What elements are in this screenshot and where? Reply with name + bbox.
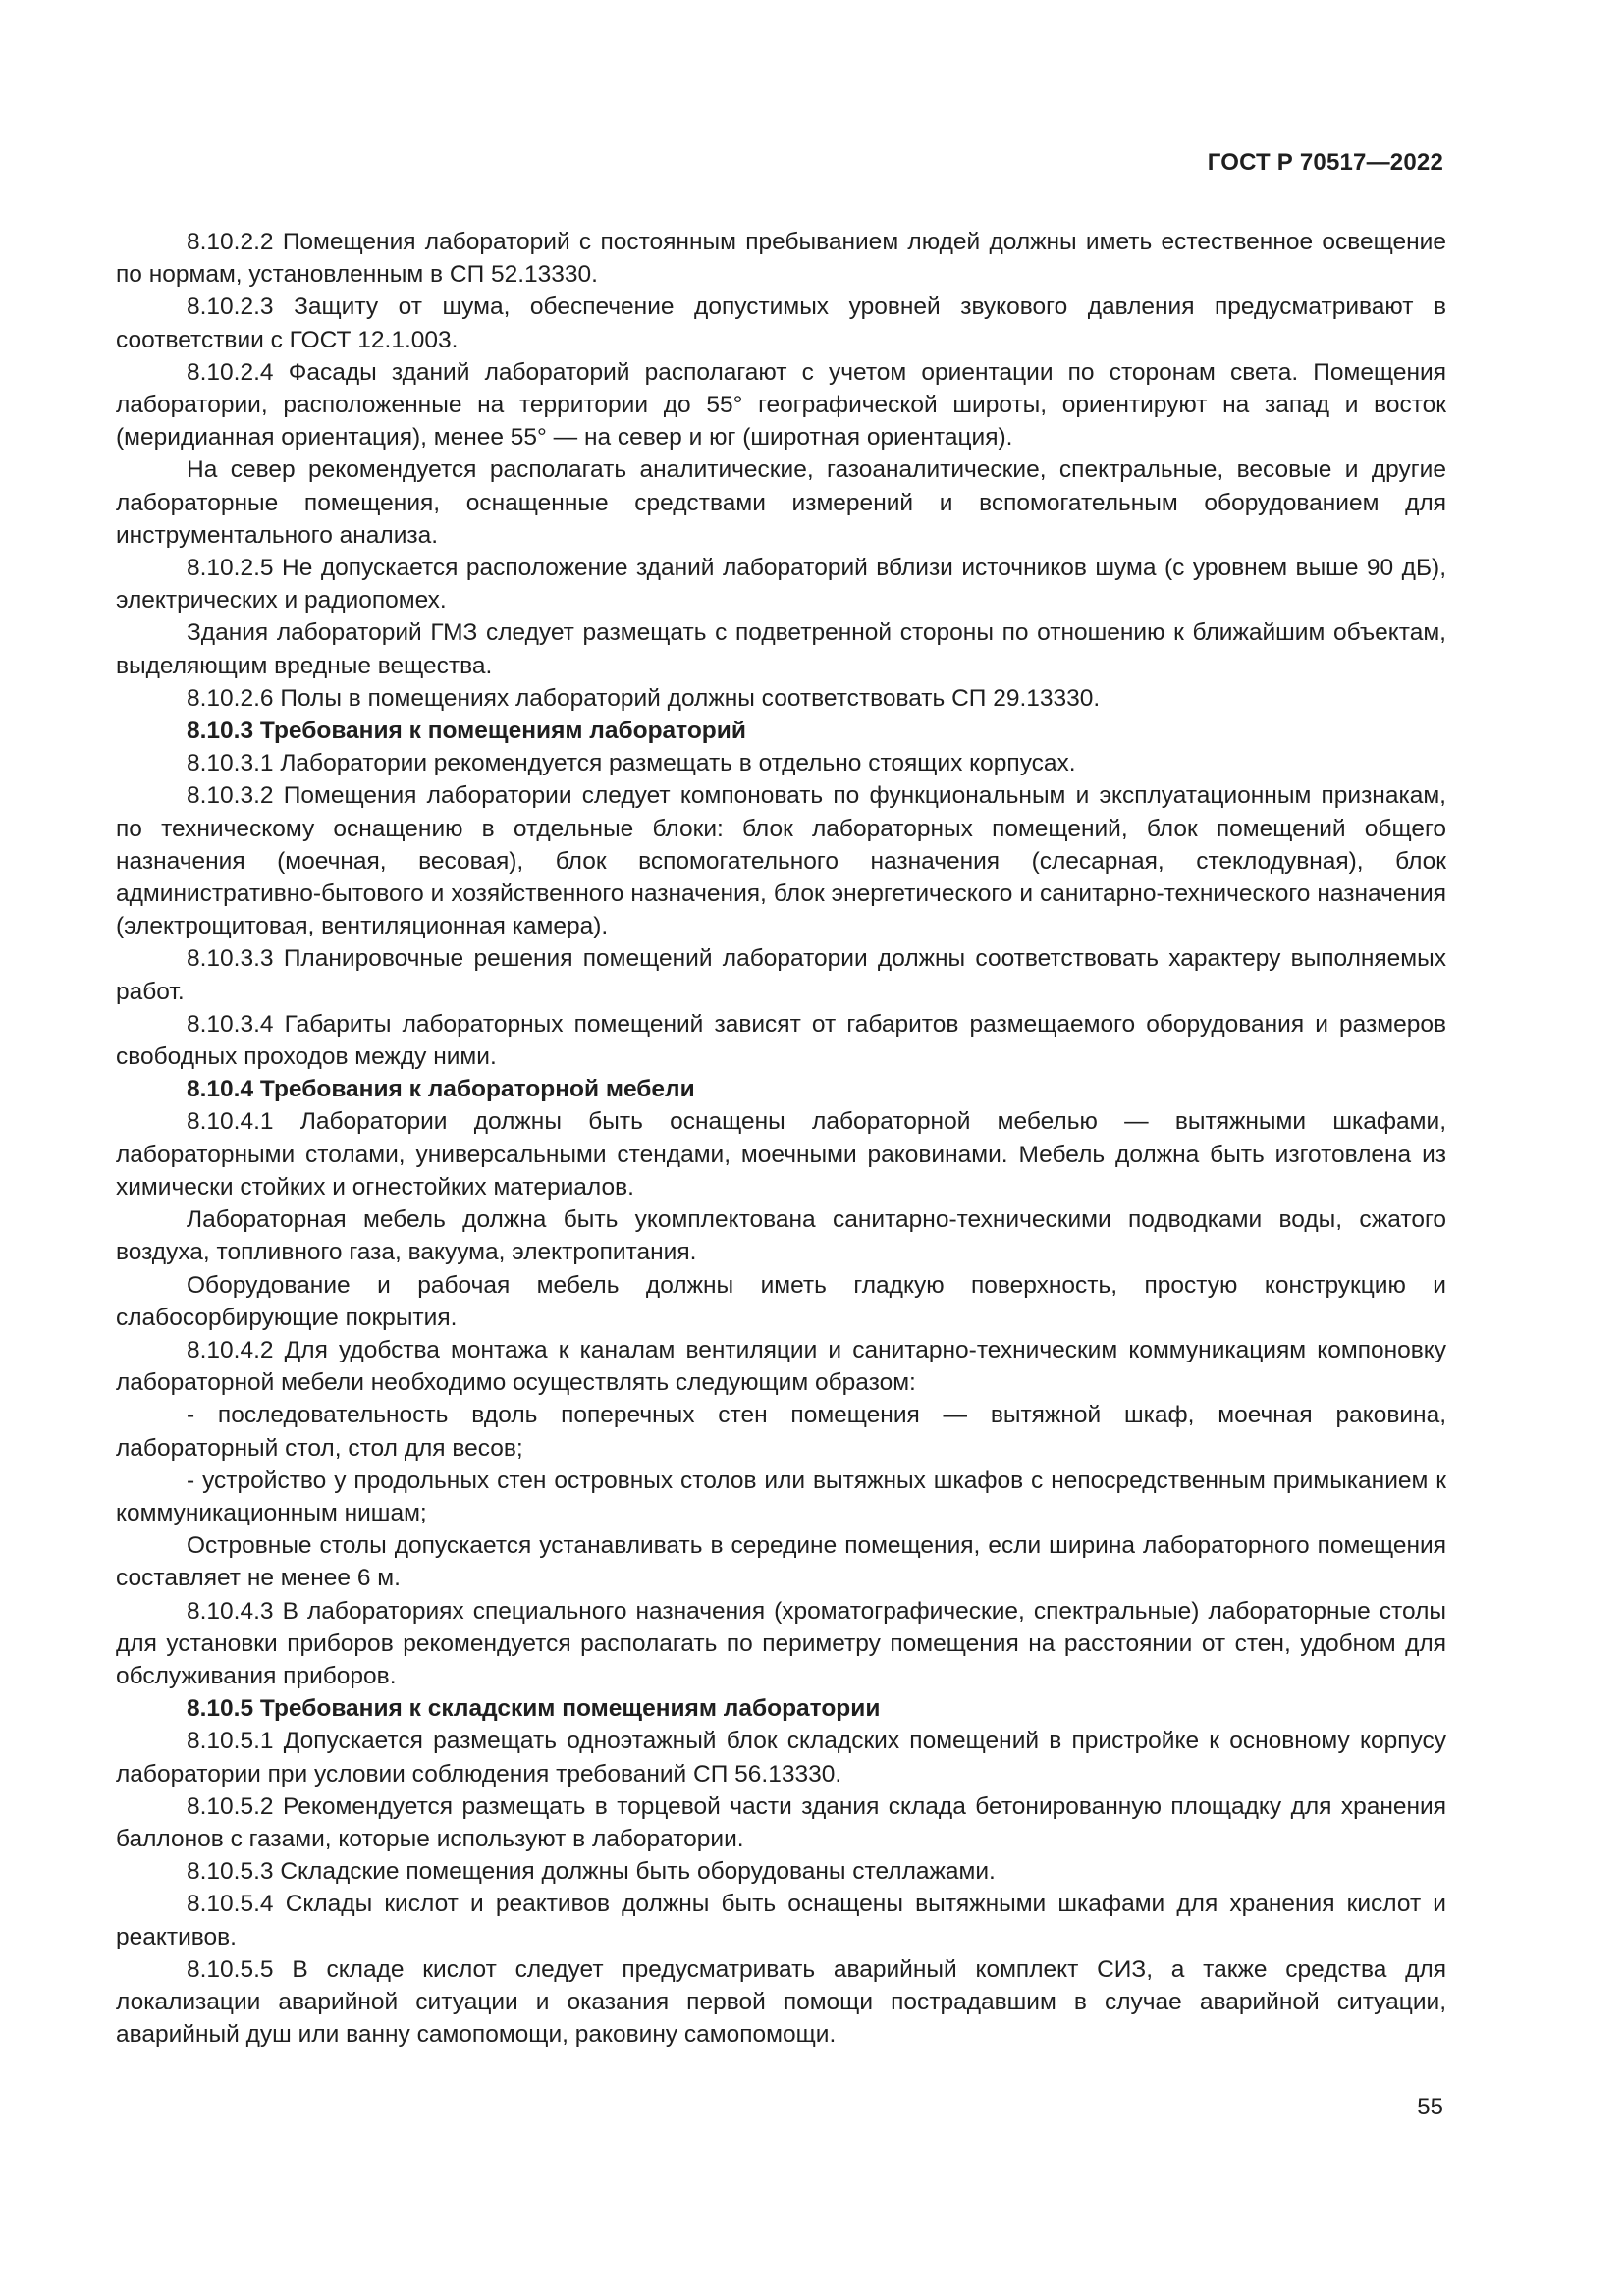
section-heading-8-10-5: 8.10.5 Требования к складским помещениям лаборатории	[187, 1695, 881, 1723]
paragraph-8-10-2-4: 8.10.2.4 Фасады зданий лабораторий располагают с учетом ориентации по сторонам света. Помещения лаборатории, расположенные на территории до 55° географической широты, ориентируют на запад и восток (меридианная ориентация), менее 55° — на север и юг (широтная ориентация).	[116, 358, 1446, 452]
paragraph-8-10-3-1: 8.10.3.1 Лаборатории рекомендуется размещать в отдельно стоящих корпусах.	[187, 750, 1076, 777]
paragraph-north-orientation: На север рекомендуется располагать аналитические, газоаналитические, спектральные, весовые и другие лабораторные помещения, оснащенные средствами измерений и вспомогательным оборудованием для инструментального анализа.	[116, 456, 1446, 549]
paragraph-furniture-supply: Лабораторная мебель должна быть укомплектована санитарно-техническими подводками воды, сжатого воздуха, топливного газа, вакуума, электропитания.	[116, 1206, 1446, 1266]
paragraph-8-10-5-5: 8.10.5.5 В складе кислот следует предусматривать аварийный комплект СИЗ, а также средства для локализации аварийной ситуации и оказания первой помощи пострадавшим в случае аварийной ситуации, аварийный душ или ванну самопомощи, раковину самопомощи.	[116, 1955, 1446, 2049]
paragraph-8-10-3-3: 8.10.3.3 Планировочные решения помещений лаборатории должны соответствовать характеру выполняемых работ.	[116, 945, 1446, 1005]
paragraph-gmz-buildings: Здания лабораторий ГМЗ следует размещать с подветренной стороны по отношению к ближайшим объектам, выделяющим вредные вещества.	[116, 619, 1446, 679]
section-heading-8-10-3: 8.10.3 Требования к помещениям лабораторий	[187, 718, 746, 745]
paragraph-8-10-4-1: 8.10.4.1 Лаборатории должны быть оснащены лабораторной мебелью — вытяжными шкафами, лабораторными столами, универсальными стендами, моечными раковинами. Мебель должна быть изготовлена из химически стойких и огнестойких материалов.	[116, 1108, 1446, 1201]
list-item-transverse-walls: - последовательность вдоль поперечных стен помещения — вытяжной шкаф, моечная раковина, лабораторный стол, стол для весов;	[116, 1402, 1446, 1462]
list-item-longitudinal-walls: - устройство у продольных стен островных столов или вытяжных шкафов с непосредственным примыканием к коммуникационным нишам;	[116, 1467, 1446, 1526]
document-id-header: ГОСТ Р 70517—2022	[1207, 149, 1443, 176]
paragraph-8-10-2-5: 8.10.2.5 Не допускается расположение зданий лабораторий вблизи источников шума (с уровнем выше 90 дБ), электрических и радиопомех.	[116, 555, 1446, 614]
paragraph-8-10-5-4: 8.10.5.4 Склады кислот и реактивов должны быть оснащены вытяжными шкафами для хранения кислот и реактивов.	[116, 1891, 1446, 1950]
paragraph-8-10-2-6: 8.10.2.6 Полы в помещениях лабораторий должны соответствовать СП 29.13330.	[187, 684, 1101, 712]
paragraph-8-10-4-2: 8.10.4.2 Для удобства монтажа к каналам вентиляции и санитарно-техническим коммуникациям компоновку лабораторной мебели необходимо осуществлять следующим образом:	[116, 1336, 1446, 1397]
page-number: 55	[1417, 2094, 1443, 2120]
paragraph-8-10-2-2: 8.10.2.2 Помещения лабораторий с постоянным пребыванием людей должны иметь естественное освещение по нормам, установленным в СП 52.13330.	[116, 229, 1446, 289]
paragraph-8-10-2-3: 8.10.2.3 Защиту от шума, обеспечение допустимых уровней звукового давления предусматривают в соответствии с ГОСТ 12.1.003.	[116, 294, 1446, 353]
paragraph-equipment-surface: Оборудование и рабочая мебель должны иметь гладкую поверхность, простую конструкцию и слабосорбирующие покрытия.	[116, 1271, 1446, 1331]
paragraph-8-10-5-3: 8.10.5.3 Складские помещения должны быть оборудованы стеллажами.	[187, 1858, 996, 1886]
paragraph-8-10-3-4: 8.10.3.4 Габариты лабораторных помещений зависят от габаритов размещаемого оборудования и размеров свободных проходов между ними.	[116, 1010, 1446, 1071]
paragraph-8-10-5-2: 8.10.5.2 Рекомендуется размещать в торцевой части здания склада бетонированную площадку для хранения баллонов с газами, которые используют в лаборатории.	[116, 1792, 1446, 1852]
paragraph-8-10-3-2: 8.10.3.2 Помещения лаборатории следует компоновать по функциональным и эксплуатационным признакам, по техническому оснащению в отдельные блоки: блок лабораторных помещений, блок помещений общего назначения (моечная, весовая), блок вспомогательного назначения (слесарная, стеклодувная), блок административно-бытового и хозяйственного назначения, блок энергетического и санитарно-технического назначения (электрощитовая, вентиляционная камера).	[116, 782, 1446, 940]
paragraph-island-tables: Островные столы допускается устанавливать в середине помещения, если ширина лабораторного помещения составляет не менее 6 м.	[116, 1532, 1446, 1592]
section-heading-8-10-4: 8.10.4 Требования к лабораторной мебели	[187, 1076, 695, 1103]
paragraph-8-10-5-1: 8.10.5.1 Допускается размещать одноэтажный блок складских помещений в пристройке к основному корпусу лаборатории при условии соблюдения требований СП 56.13330.	[116, 1728, 1446, 1788]
paragraph-8-10-4-3: 8.10.4.3 В лабораториях специального назначения (хроматографические, спектральные) лабораторные столы для установки приборов рекомендуется располагать по периметру помещения на расстоянии от стен, удобном для обслуживания приборов.	[116, 1597, 1446, 1689]
document-body	[116, 226, 1446, 2051]
